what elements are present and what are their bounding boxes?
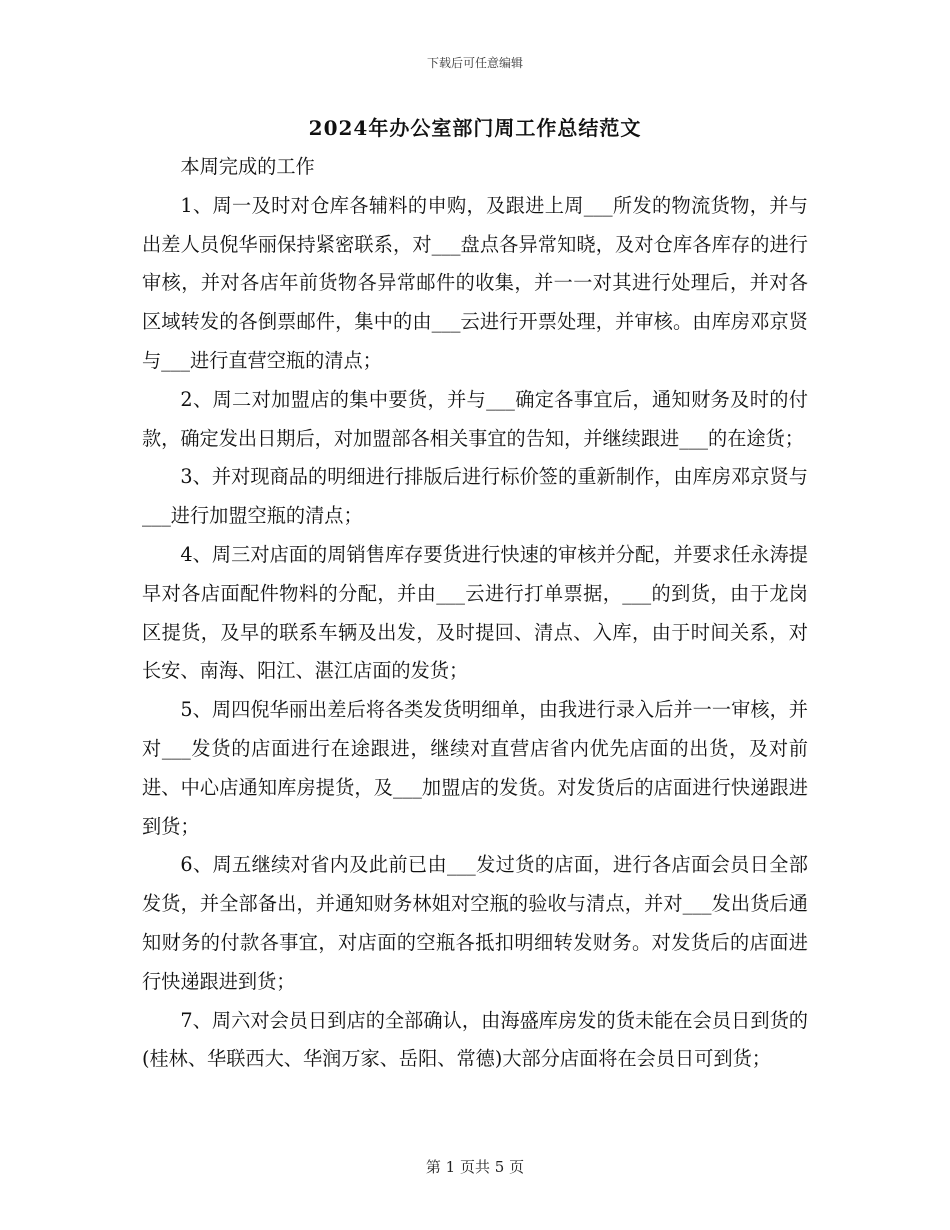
section-heading: 本周完成的工作 <box>180 155 315 178</box>
paragraph: 7、周六对会员日到店的全部确认，由海盛库房发的货未能在会员日到货的(桂林、华联西大、华润万家、岳阳、常德)大部分店面将在会员日可到货； <box>142 1008 808 1071</box>
document-title: 2024年办公室部门周工作总结范文 <box>308 116 642 140</box>
document-body <box>142 148 808 1079</box>
paragraph: 4、周三对店面的周销售库存要货进行快速的审核并分配，并要求任永涛提早对各店面配件物料的分配，并由___云进行打单票据，___的到货，由于龙岗区提货，及早的联系车辆及出发，及时提回、清点、入库，由于时间关系，对长安、南海、阳江、湛江店面的发货； <box>142 542 808 683</box>
page-header: 下载后可任意编辑 <box>426 56 523 70</box>
paragraph: 3、并对现商品的明细进行排版后进行标价签的重新制作，由库房邓京贤与___进行加盟空瓶的清点； <box>142 465 808 528</box>
paragraph: 2、周二对加盟店的集中要货，并与___确定各事宜后，通知财务及时的付款，确定发出日期后，对加盟部各相关事宜的告知，并继续跟进___的在途货； <box>142 387 808 450</box>
paragraph: 6、周五继续对省内及此前已由___发过货的店面，进行各店面会员日全部发货，并全部备出，并通知财务林姐对空瓶的验收与清点，并对___发出货后通知财务的付款各事宜，对店面的空瓶各抵扣明细转发财务。对发货后的店面进行快递跟进到货； <box>142 853 808 993</box>
paragraph: 1、周一及时对仓库各辅料的申购，及跟进上周___所发的物流货物，并与出差人员倪华丽保持紧密联系，对___盘点各异常知晓，及对仓库各库存的进行审核，并对各店年前货物各异常邮件的收集，并一一对其进行处理后，并对各区域转发的各倒票邮件，集中的由___云进行开票处理，并审核。由库房邓京贤与___进行直营空瓶的清点； <box>142 193 808 372</box>
page-footer: 第 1 页共 5 页 <box>425 1158 525 1176</box>
paragraph: 5、周四倪华丽出差后将各类发货明细单，由我进行录入后并一一审核，并对___发货的店面进行在途跟进，继续对直营店省内优先店面的出货，及对前进、中心店通知库房提货，及___加盟店的发货。对发货后的店面进行快递跟进到货； <box>142 698 808 838</box>
